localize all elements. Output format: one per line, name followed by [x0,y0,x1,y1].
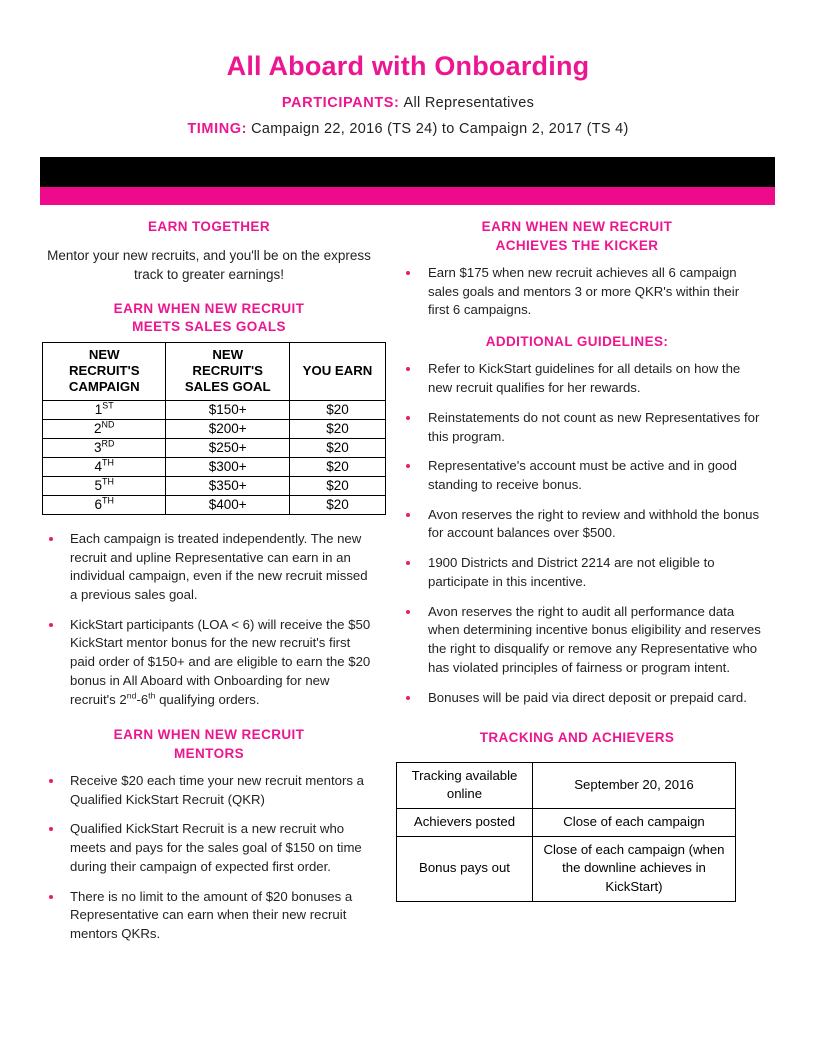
divider-bar-pink [40,187,775,205]
list-item [392,264,762,320]
mentors-heading-line1: EARN WHEN NEW RECRUIT [113,727,305,743]
guideline-bullet-text: Refer to KickStart guidelines for all details on how the new recruit qualifies for her rewards. [428,361,741,396]
participants-value: All Representatives [403,94,535,111]
cell-tracking-value: September 20, 2016 [533,762,736,808]
kicker-bullet-text: Earn $175 when new recruit achieves all 6 campaign sales goals and mentors 3 or more QKR's within their first 6 campaigns. [428,264,740,318]
bullet-dot-icon [49,779,53,783]
cell-tracking-value: Close of each campaign (when the downline achieves in KickStart) [533,837,736,902]
bullet-dot-icon [49,827,53,831]
sales-goals-table [42,342,386,515]
bullet-dot-icon [406,416,410,420]
table-row [43,438,386,457]
list-item [392,689,762,708]
participants-line [0,95,816,112]
bullet-dot-icon [406,696,410,700]
table-row [43,457,386,476]
guideline-bullet-text: Bonuses will be paid via direct deposit or prepaid card. [428,689,747,705]
col-header-sales-goal [166,343,289,401]
table-row [397,837,736,902]
body-columns [40,218,776,943]
kicker-bullet-list [392,264,762,320]
intro-text: Mentor your new recruits, and you'll be on the express track to greater earnings! [47,247,371,283]
cell-tracking-label: Tracking available online [397,762,533,808]
sales-goals-table-wrapper [42,342,386,515]
table-row [43,419,386,438]
document-header [0,0,816,138]
list-item [40,772,378,809]
kickstart-note-text: KickStart participants (LOA < 6) will receive the $50 KickStart mentor bonus for the new recruit's first paid order of $150+ and are eligible to earn the $20 bonus in All Aboard with Onboarding for new recruit's 2nd-6th qualifying orders. [70,616,371,707]
list-item [392,360,762,397]
additional-guidelines-heading: ADDITIONAL GUIDELINES: [485,334,669,350]
guideline-bullet-text: Avon reserves the right to audit all performance data when determining incentive bonus eligibility and reserves the right to disqualify or remove any Representative who has violated principles of fairness or program intent. [428,603,761,675]
right-column [392,218,762,901]
mentors-heading-line2: MENTORS [173,745,245,761]
cell-sales-goal: $400+ [166,495,289,514]
bullet-dot-icon [406,367,410,371]
mentors-bullet-text: Receive $20 each time your new recruit mentors a Qualified KickStart Recruit (QKR) [70,772,364,807]
bullet-dot-icon [406,513,410,517]
meets-sales-goals-heading [40,300,378,336]
list-item [40,820,378,876]
cell-sales-goal: $350+ [166,476,289,495]
col-header-you-earn-l1: YOU EARN [302,363,373,379]
table-row [43,495,386,514]
list-item [40,888,378,944]
col-header-sales-goal-l2: RECRUIT'S [192,363,263,379]
earn-together-heading: EARN TOGETHER [148,219,270,235]
sales-goals-table-head [43,343,386,401]
list-item [392,506,762,543]
list-item [392,409,762,446]
meets-sales-goals-heading-line2: MEETS SALES GOALS [132,319,286,335]
bullet-dot-icon [49,623,53,627]
tracking-heading: TRACKING AND ACHIEVERS [479,730,675,746]
list-item [40,616,378,710]
mentors-bullet-text: Qualified KickStart Recruit is a new recruit who meets and pays for the sales goal of $150 on time during their campaign of expected first order. [70,821,362,874]
col-header-campaign-l2: RECRUIT'S [68,363,140,379]
table-row [43,476,386,495]
cell-campaign: 6TH [43,495,166,514]
mentors-bullet-list [40,772,378,944]
list-item [40,530,378,605]
sales-goals-table-body [43,400,386,514]
table-header-row [43,343,386,401]
bullet-dot-icon [406,464,410,468]
timing-value: Campaign 22, 2016 (TS 24) to Campaign 2, 2017 (TS 4) [251,121,629,138]
col-header-sales-goal-l3: SALES GOAL [184,378,271,394]
col-header-you-earn [289,343,385,401]
participants-label: PARTICIPANTS: [281,94,400,111]
list-item [392,603,762,678]
bullet-dot-icon [406,561,410,565]
cell-campaign: 3RD [43,438,166,457]
timing-label: TIMING: [187,121,248,138]
guideline-bullet-text: 1900 Districts and District 2214 are not eligible to participate in this incentive. [428,555,715,589]
col-header-sales-goal-l1: NEW [212,347,244,363]
kicker-heading-line1: EARN WHEN NEW RECRUIT [481,219,673,235]
cell-tracking-label: Bonus pays out [397,837,533,902]
cell-sales-goal: $300+ [166,457,289,476]
cell-sales-goal: $150+ [166,400,289,419]
divider-bar-black [40,157,775,187]
col-header-campaign-l3: CAMPAIGN [68,378,140,394]
list-item [392,554,762,591]
mentors-bullet-text: There is no limit to the amount of $20 bonuses a Representative can earn when their new recruit mentors QKRs. [70,888,353,941]
guideline-bullet-text: Reinstatements do not count as new Representatives for this program. [428,409,760,444]
cell-campaign: 2ND [43,419,166,438]
bullet-dot-icon [49,895,53,899]
table-row [397,762,736,808]
list-item [392,457,762,494]
bullet-dot-icon [406,271,410,275]
kicker-heading [392,218,762,254]
cell-you-earn: $20 [289,457,385,476]
campaign-notes-list [40,530,378,710]
tracking-table-wrapper [396,762,736,902]
guidelines-bullet-list [392,360,762,707]
cell-you-earn: $20 [289,419,385,438]
cell-tracking-value: Close of each campaign [533,809,736,837]
guideline-bullet-text: Representative's account must be active and in good standing to receive bonus. [428,458,737,492]
guideline-bullet-text: Avon reserves the right to review and withhold the bonus for account balances over $500. [428,506,760,541]
campaign-note-text: Each campaign is treated independently. The new recruit and upline Representative can earn in an individual campaign, even if the new recruit missed a previous sales goal. [70,530,368,602]
col-header-campaign-l1: NEW [88,347,120,363]
bullet-dot-icon [49,537,53,541]
cell-campaign: 1ST [43,400,166,419]
col-header-campaign [43,343,166,401]
cell-campaign: 5TH [43,476,166,495]
cell-you-earn: $20 [289,495,385,514]
tracking-table [396,762,736,902]
cell-you-earn: $20 [289,400,385,419]
cell-you-earn: $20 [289,438,385,457]
tracking-table-body [397,762,736,901]
page-title: All Aboard with Onboarding [226,51,590,81]
timing-line [0,121,816,138]
cell-sales-goal: $250+ [166,438,289,457]
left-column [40,218,392,943]
bullet-dot-icon [406,610,410,614]
divider-bars [40,157,775,205]
meets-sales-goals-heading-line1: EARN WHEN NEW RECRUIT [113,300,305,316]
cell-sales-goal: $200+ [166,419,289,438]
kicker-heading-line2: ACHIEVES THE KICKER [495,237,659,253]
mentors-heading [40,726,378,762]
cell-campaign: 4TH [43,457,166,476]
cell-you-earn: $20 [289,476,385,495]
table-row [397,809,736,837]
table-row [43,400,386,419]
cell-tracking-label: Achievers posted [397,809,533,837]
